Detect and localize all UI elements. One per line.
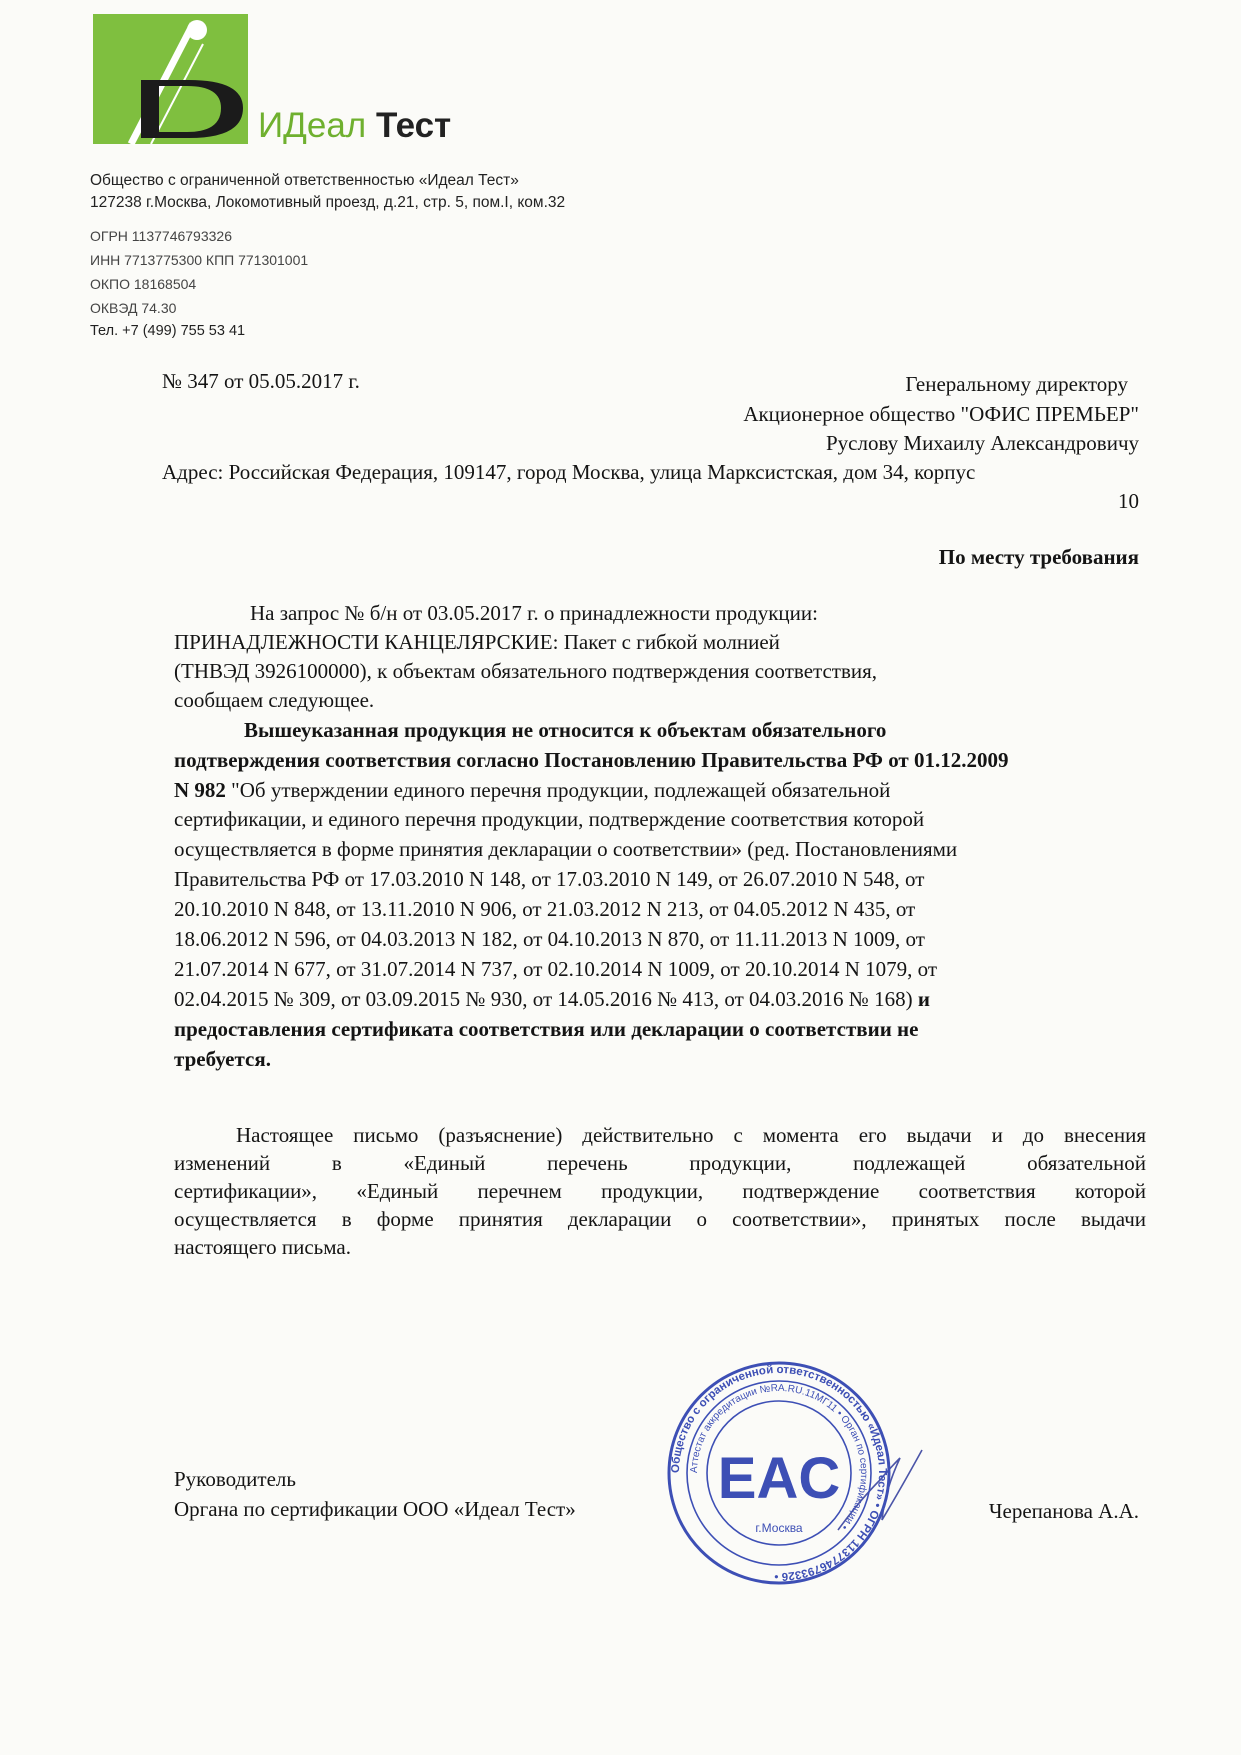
conclusion-line: подтверждения соответствия согласно Постановлению Правительства РФ от 01.12.2009: [174, 748, 1009, 772]
company-address: 127238 г.Москва, Локомотивный проезд, д.21, стр. 5, пом.I, ком.32: [90, 194, 566, 211]
validity-line: сертификации», «Единый перечнем продукции, подтверждение соответствия которой: [174, 1179, 1146, 1203]
registry-inn-kpp: ИНН 7713775300 КПП 771301001: [90, 252, 309, 268]
request-line: На запрос № б/н от 03.05.2017 г. о принадлежности продукции:: [250, 601, 818, 625]
signer-name: Черепанова А.А.: [988, 1499, 1139, 1523]
stamp-inner-text: Аттестат аккредитации №RA.RU.11МГ11 • Орган по сертификации •: [688, 1382, 870, 1532]
stamp-eac-mark: EAC: [717, 1446, 841, 1511]
recipient-name: Руслову Михаилу Александровичу: [825, 431, 1139, 455]
registry-okved: ОКВЭД 74.30: [90, 300, 177, 316]
conclusion-line: [174, 777, 890, 804]
company-phone: Тел. +7 (499) 755 53 41: [90, 323, 246, 339]
signer-organization: Органа по сертификации ООО «Идеал Тест»: [174, 1497, 576, 1521]
conclusion-line: требуется.: [174, 1047, 271, 1071]
company-stamp: [664, 1358, 894, 1588]
recipient-address: Адрес: Российская Федерация, 109147, город Москва, улица Марксистская, дом 34, корпус: [162, 460, 976, 484]
stamp-city: г.Москва: [755, 1521, 803, 1535]
conclusion-line: осуществляется в форме принятия декларации о соответствии» (ред. Постановлениями: [174, 837, 958, 861]
conclusion-line: предоставления сертификата соответствия или декларации о соответствии не: [174, 1017, 919, 1041]
recipient-company: Акционерное общество "ОФИС ПРЕМЬЕР": [743, 402, 1139, 426]
conclusion-line: 18.06.2012 N 596, от 04.03.2013 N 182, от 04.10.2013 N 870, от 11.11.2013 N 1009, от: [174, 927, 925, 951]
signer-title: Руководитель: [174, 1467, 296, 1491]
registry-okpo: ОКПО 18168504: [90, 276, 197, 292]
logo-word-green: ИДеал: [258, 106, 367, 145]
conclusion-line: сертификации, и единого перечня продукции, подтверждение соответствия которой: [174, 807, 925, 831]
recipient-address-cont: 10: [1118, 489, 1139, 513]
conclusion-line: 20.10.2010 N 848, от 13.11.2010 N 906, от 21.03.2012 N 213, от 04.05.2012 N 435, от: [174, 897, 916, 921]
request-line: ПРИНАДЛЕЖНОСТИ КАНЦЕЛЯРСКИЕ: Пакет с гибкой молнией: [174, 630, 780, 654]
conjunction: и: [912, 987, 930, 1011]
conclusion-line: Вышеуказанная продукция не относится к объектам обязательного: [244, 718, 887, 742]
registry-ogrn: ОГРН 1137746793326: [90, 228, 232, 244]
destination: По месту требования: [938, 545, 1139, 569]
decree-title: "Об утверждении единого перечня продукции, подлежащей обязательной: [225, 778, 891, 802]
conclusion-line: [174, 986, 930, 1013]
company-full-name: Общество с ограниченной ответственностью «Идеал Тест»: [90, 172, 519, 189]
request-line: (ТНВЭД 3926100000), к объектам обязательного подтверждения соответствия,: [174, 659, 878, 683]
conclusion-line: 21.07.2014 N 677, от 31.07.2014 N 737, от 02.10.2014 N 1009, от 20.10.2014 N 1079, от: [174, 957, 938, 981]
request-line: сообщаем следующее.: [174, 688, 375, 712]
stamp-outer-text: Общество с ограниченной ответственностью «Идеал Тест» • ОГРН 1137746793326 •: [669, 1363, 889, 1583]
letter-number-date: № 347 от 05.05.2017 г.: [162, 369, 360, 393]
conclusion-line: Правительства РФ от 17.03.2010 N 148, от 17.03.2010 N 149, от 26.07.2010 N 548, от: [174, 867, 925, 891]
validity-line: изменений в «Единый перечень продукции, подлежащей обязательной: [174, 1151, 1146, 1175]
amendments-tail: 02.04.2015 № 309, от 03.09.2015 № 930, от 14.05.2016 № 413, от 04.03.2016 № 168): [174, 987, 913, 1011]
validity-line: настоящего письма.: [174, 1235, 351, 1259]
validity-line: осуществляется в форме принятия декларации о соответствии», принятых после выдачи: [174, 1207, 1146, 1231]
decree-number: N 982: [174, 778, 226, 802]
logo-wordmark: [258, 106, 451, 146]
recipient-position: Генеральному директору: [905, 372, 1128, 396]
validity-line: Настоящее письмо (разъяснение) действительно с момента его выдачи и до внесения: [236, 1123, 1146, 1147]
logo-word-dark: Тест: [375, 106, 452, 145]
